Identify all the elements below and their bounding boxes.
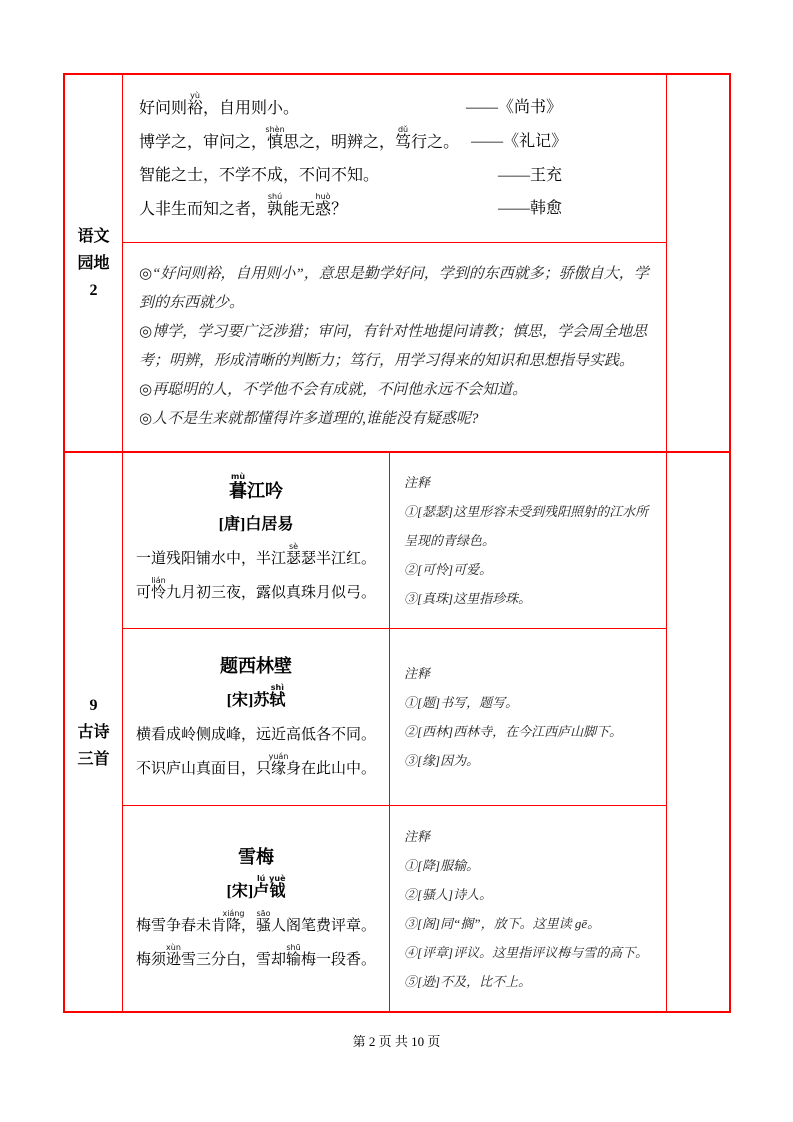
row-label-yuwen-yuandi-2 [65,75,123,451]
note-item: ③[阁]同“搁”，放下。这里读 gē。 [404,915,601,931]
quote-line [139,159,650,192]
poem-verse-line: 可怜lián九月初三夜，露似真珠月似弓。 [135,575,377,601]
note-item: ②[西林]西林寺，在今江西庐山脚下。 [404,724,623,739]
poem-notes-cell [390,453,666,628]
poem-title: 暮mù江吟 [229,471,283,501]
quote-source: ——王充 [497,167,562,184]
notes-title: 注释 [404,475,431,490]
note-item: ③[缘]因为。 [404,753,480,768]
note-item: ②[骚人]诗人。 [404,886,493,902]
notes-list [404,851,652,996]
row2-content-column [123,453,667,1011]
note-item: ①[瑟瑟]这里形容未受到残阳照射的江水所呈现的青绿色。 [404,504,649,548]
pinyin-annotated-char: 孰shú [267,192,284,218]
note-item: ④[评章]评议。这里指评议梅与雪的高下。 [404,944,649,960]
poem-title: 雪梅 [238,847,274,867]
pinyin-annotated-char: 慎shèn [265,125,285,151]
quote-text: 人非生而知之者，孰shú能无惑huò？ [139,192,348,218]
quote-line [139,91,650,125]
pinyin-annotated-char: 笃dǔ [395,125,412,151]
poem-cell [123,453,390,628]
row1-content-column [123,75,667,451]
note-item: ②[可怜]可爱。 [404,562,493,577]
pinyin-annotated-char: 暮mù [229,471,247,501]
row-label-9-gushi-sanshou [65,453,123,1011]
explanation-paragraph: ◎“好问则裕，自用则小”，意思是勤学好问，学到的东西就多；骄傲自大，学到的东西就少。 [139,266,649,311]
quote-line [139,125,650,159]
notes-title: 注释 [404,828,431,844]
poem-cell [123,806,390,1011]
poem-notes-cell [390,806,666,1011]
page-number: 第 2 页 共 10 页 [352,1034,441,1049]
poem-row [123,806,666,1011]
pinyin-annotated-char: 降xiáng [222,909,245,934]
row-label-line: 三首 [77,750,110,768]
pinyin-annotated-char: 缘yuán [268,751,289,777]
pinyin-annotated-char: 卢lú [253,874,270,900]
poem-verse-line: 不识庐山真面目，只缘yuán身在此山中。 [135,751,377,777]
poem-verse-line: 横看成岭侧成峰，远近高低各不同。 [135,726,376,743]
pinyin-annotated-char: 逊xùn [165,943,181,968]
table-row-yuwen-yuandi-2 [65,75,729,453]
poem-cell [123,629,390,805]
row-label-line: 园地 [77,254,110,272]
pinyin-annotated-char: 惑huò [315,192,332,218]
pinyin-annotated-char: 轼shì [269,682,286,709]
quote-source: ——《礼记》 [471,133,568,150]
poem-row [123,453,666,629]
explanation-paragraph: ◎博学，学习要广泛涉猎；审问，有针对性地提问请教；慎思，学会周全地思考；明辨，形成清晰的判断力；笃行，用学习得来的知识和思想指导实践。 [139,324,648,369]
pinyin-annotated-char: 裕yù [187,91,204,117]
poem-verse-line: 梅须逊xùn雪三分白，雪却输shū梅一段香。 [135,943,377,968]
quotes-section [123,75,666,243]
poem-verses [136,718,376,786]
note-item: ①[降]服输。 [404,857,480,873]
poem-author: [宋]卢lú钺yuè [226,874,286,900]
poem-verse-line: 一道残阳铺水中，半江瑟sè瑟半江红。 [135,541,377,567]
notes-list [404,688,652,775]
note-item: ③[真珠]这里指珍珠。 [404,591,532,606]
row-label-line: 2 [89,281,98,299]
table-row-9-gushi-sanshou [65,453,729,1011]
pinyin-annotated-char: 怜lián [150,575,166,601]
poem-verse-line: 梅雪争春未肯降xiáng，骚sāo人阁笔费评章。 [135,909,377,934]
quote-source: ——《尚书》 [465,99,562,116]
explanation-paragraph: ◎再聪明的人，不学他不会有成就，不问他永远不会知道。 [139,382,528,398]
explanations-section [123,243,666,451]
note-item: ⑤[逊]不及，比不上。 [404,973,532,989]
pinyin-annotated-char: 输shū [286,943,302,968]
poem-author: [唐]白居易 [218,515,294,533]
poem-author: [宋]苏轼shì [226,682,286,709]
quote-line [139,192,650,226]
notes-list [404,497,652,613]
quote-text: 智能之士，不学不成，不问不知。 [139,167,380,184]
notes-title: 注释 [404,666,431,681]
quote-text: 好问则裕yù，自用则小。 [139,91,300,117]
poem-row [123,629,666,806]
row-label-line: 语文 [77,227,110,245]
quote-text: 博学之，审问之，慎shèn思之，明辨之，笃dǔ行之。 [139,125,460,151]
row-label-line: 古诗 [77,723,110,741]
pinyin-annotated-char: 钺yuè [269,874,286,900]
poem-title: 题西林壁 [220,655,292,676]
poem-verses [136,542,376,610]
poem-notes-cell [390,629,666,805]
quote-source: ——韩愈 [497,200,562,217]
row1-empty-cell [667,75,729,451]
pinyin-annotated-char: 瑟sè [285,541,301,567]
explanation-paragraph: ◎人不是生来就都懂得许多道理的,谁能没有疑惑呢? [139,411,479,427]
lesson-table [63,73,731,1013]
poem-verses [136,909,376,977]
note-item: ①[题]书写，题写。 [404,695,519,710]
row-label-line: 9 [89,696,98,714]
row2-empty-cell [667,453,729,1011]
pinyin-annotated-char: 骚sāo [256,909,272,934]
